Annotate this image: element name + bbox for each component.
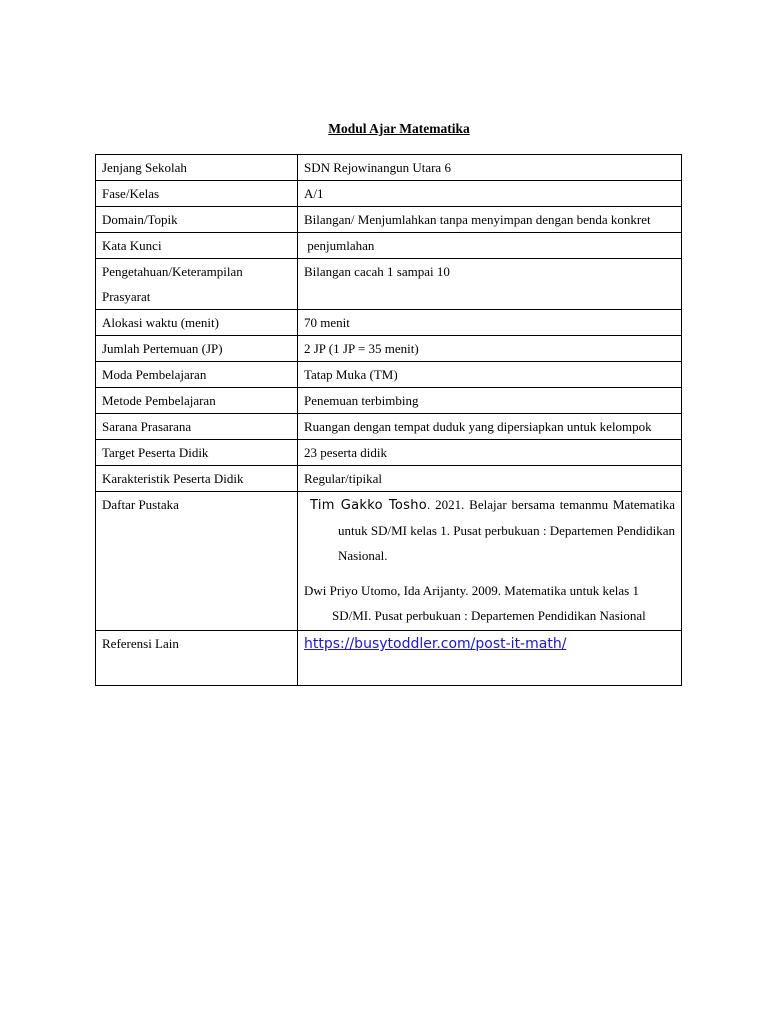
table-row xyxy=(96,233,682,259)
reference-item xyxy=(304,492,675,568)
row-value: 23 peserta didik xyxy=(298,440,682,466)
row-value: Regular/tipikal xyxy=(298,466,682,492)
reference-gap xyxy=(304,568,675,578)
table-row xyxy=(96,492,682,631)
table-row xyxy=(96,362,682,388)
table-row xyxy=(96,336,682,362)
row-value: Bilangan cacah 1 sampai 10 xyxy=(298,259,682,310)
row-label: Jenjang Sekolah xyxy=(96,155,298,181)
referensi-lain-label: Referensi Lain xyxy=(96,631,298,686)
daftar-pustaka-value xyxy=(298,492,682,631)
row-value: Tatap Muka (TM) xyxy=(298,362,682,388)
daftar-pustaka-label: Daftar Pustaka xyxy=(96,492,298,631)
row-label: Domain/Topik xyxy=(96,207,298,233)
row-value: SDN Rejowinangun Utara 6 xyxy=(298,155,682,181)
table-row xyxy=(96,631,682,686)
reference-link[interactable]: https://busytoddler.com/post-it-math/ xyxy=(304,636,567,652)
row-value: penjumlahan xyxy=(298,233,682,259)
table-row xyxy=(96,414,682,440)
row-label: Sarana Prasarana xyxy=(96,414,298,440)
row-label: Karakteristik Peserta Didik xyxy=(96,466,298,492)
row-value: Penemuan terbimbing xyxy=(298,388,682,414)
table-row xyxy=(96,440,682,466)
table-row xyxy=(96,466,682,492)
table-row xyxy=(96,155,682,181)
row-value: 70 menit xyxy=(298,310,682,336)
row-label: Fase/Kelas xyxy=(96,181,298,207)
row-label: Kata Kunci xyxy=(96,233,298,259)
row-label: Target Peserta Didik xyxy=(96,440,298,466)
table-row xyxy=(96,181,682,207)
row-label: Moda Pembelajaran xyxy=(96,362,298,388)
row-label: Alokasi waktu (menit) xyxy=(96,310,298,336)
row-value: A/1 xyxy=(298,181,682,207)
module-info-table xyxy=(95,154,682,686)
row-label: Jumlah Pertemuan (JP) xyxy=(96,336,298,362)
row-label: Pengetahuan/Keterampilan Prasyarat xyxy=(96,259,298,310)
table-row xyxy=(96,388,682,414)
row-value: 2 JP (1 JP = 35 menit) xyxy=(298,336,682,362)
table-row xyxy=(96,310,682,336)
reference-rest: . 2021. Belajar bersama temanmu Matematika untuk SD/MI kelas 1. Pusat perbukuan : Departemen Pendidikan Nasional. xyxy=(338,497,675,563)
document-title: Modul Ajar Matematika xyxy=(328,121,470,136)
reference-lead: Tim Gakko Tosho xyxy=(310,498,427,513)
sarana-prasarana-text: Ruangan dengan tempat duduk yang dipersiapkan untuk kelompok xyxy=(304,419,652,434)
referensi-lain-value xyxy=(298,631,682,686)
table-row xyxy=(96,259,682,310)
table-row xyxy=(96,207,682,233)
reference-item: Dwi Priyo Utomo, Ida Arijanty. 2009. Matematika untuk kelas 1 SD/MI. Pusat perbukuan : Departemen Pendidikan Nasional xyxy=(304,583,646,623)
row-value: Bilangan/ Menjumlahkan tanpa menyimpan dengan benda konkret xyxy=(298,207,682,233)
row-label: Metode Pembelajaran xyxy=(96,388,298,414)
row-value xyxy=(298,414,682,440)
